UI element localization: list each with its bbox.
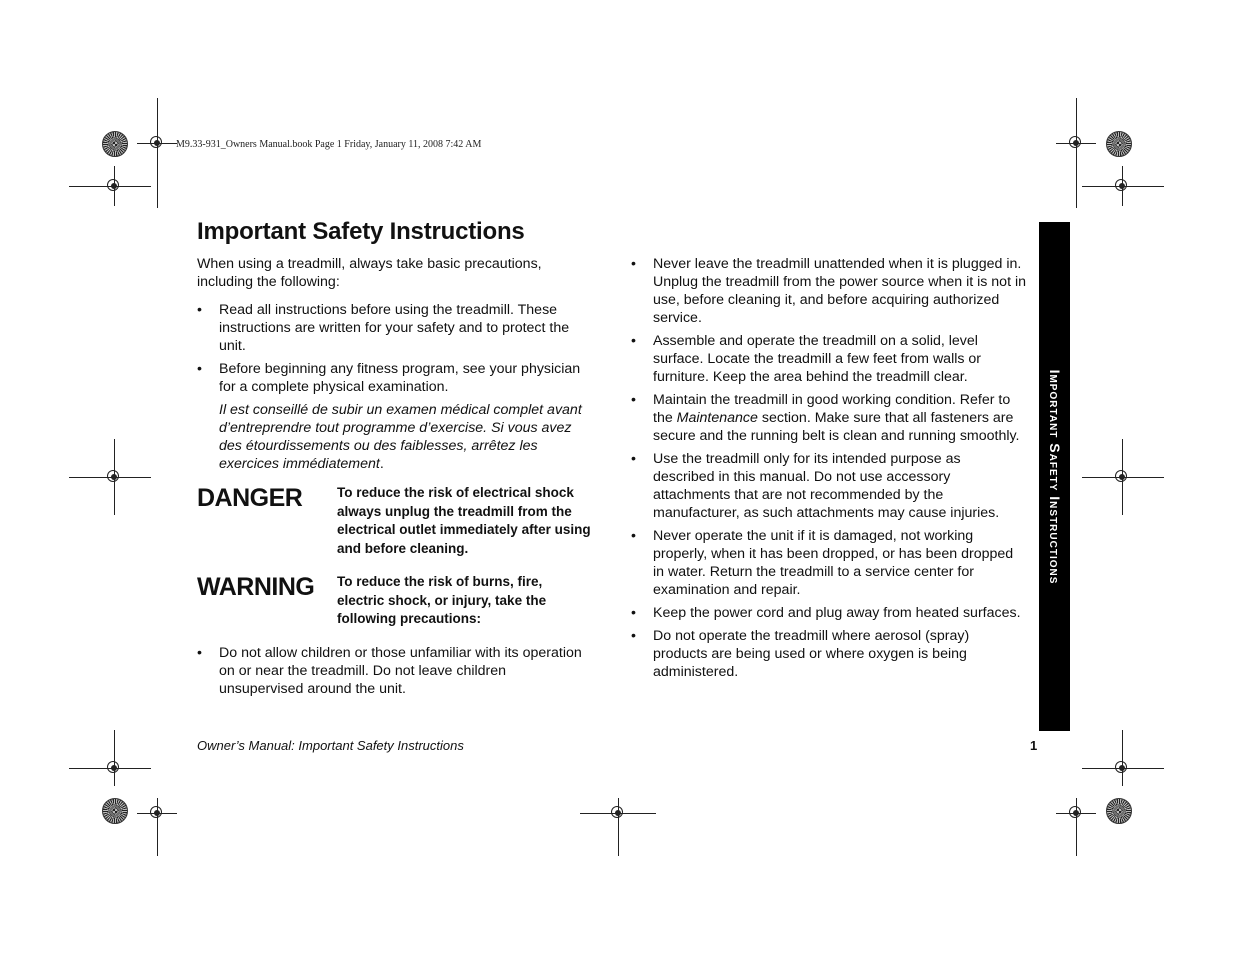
warning-label: WARNING [197,573,315,601]
bullet-icon: • [631,605,636,621]
registration-star-icon [1106,131,1132,157]
section-side-tab [1039,222,1070,731]
list-item: • Do not allow children or those unfamiliar with its operation on or near the treadmill. Do not leave children unsupervised around the unit. [197,645,582,697]
side-tab-label: Important Safety Instructions [1046,369,1063,584]
bullet-icon: • [197,361,202,377]
list-item: • Before beginning any fitness program, see your physician for a complete physical examination. [197,361,581,395]
french-note: Il est conseillé de subir un examen médical complet avant d’entreprendre tout programme d’exercise. Si vous avez des étourdissements ou des faiblesses, arrêtez les exercices immédiatement. [219,402,582,472]
bullet-icon: • [631,256,636,272]
intro-text: When using a treadmill, always take basic precautions, including the following: [197,256,542,290]
list-item: • Keep the power cord and plug away from heated surfaces. [631,605,1021,621]
list-item: • Never operate the unit if it is damaged, not working properly, when it has been dropped, or has been dropped in water. Return the treadmill to a service center for examination and repair. [631,528,1014,598]
left-column [197,255,592,473]
danger-text: To reduce the risk of electrical shock always unplug the treadmill from the electrical outlet immediately after using and before cleaning. [337,485,591,556]
registration-star-icon [102,798,128,824]
left-column-bottom [197,644,592,703]
list-item: • Never leave the treadmill unattended when it is plugged in. Unplug the treadmill from the power source when it is not in use, before cleaning it, and before acquiring authorized service. [631,256,1026,326]
danger-label: DANGER [197,484,303,512]
warning-callout [197,573,592,629]
warning-text: To reduce the risk of burns, fire, electric shock, or injury, take the following precautions: [337,574,547,626]
bullet-icon: • [197,645,202,661]
file-header-line: M9.33-931_Owners Manual.book Page 1 Friday, January 11, 2008 7:42 AM [176,139,482,150]
list-item: • Use the treadmill only for its intended purpose as described in this manual. Do not use accessory attachments that are not recommended by the manufacturer, as such attachments may cause injuries. [631,451,1000,521]
danger-callout [197,484,592,558]
bullet-icon: • [631,392,636,408]
page-title: Important Safety Instructions [197,218,525,245]
list-item: • Maintain the treadmill in good working condition. Refer to the Maintenance section. Make sure that all fasteners are secure and the running belt is clean and running smoothly. [631,392,1020,444]
bullet-icon: • [631,451,636,467]
bullet-icon: • [631,628,636,644]
page-number: 1 [1030,738,1038,753]
bullet-icon: • [631,333,636,349]
right-column [631,255,1026,686]
list-item: • Do not operate the treadmill where aerosol (spray) products are being used or where oxygen is being administered. [631,628,970,680]
list-item: • Read all instructions before using the treadmill. These instructions are written for your safety and to protect the unit. [197,302,570,354]
footer-text: Owner’s Manual: Important Safety Instructions [197,738,464,753]
registration-star-icon [1106,798,1132,824]
list-item: • Assemble and operate the treadmill on a solid, level surface. Locate the treadmill a few feet from walls or furniture. Keep the area behind the treadmill clear. [631,333,982,385]
maintenance-reference: Maintenance [676,410,758,426]
registration-star-icon [102,131,128,157]
bullet-icon: • [631,528,636,544]
bullet-icon: • [197,302,202,318]
